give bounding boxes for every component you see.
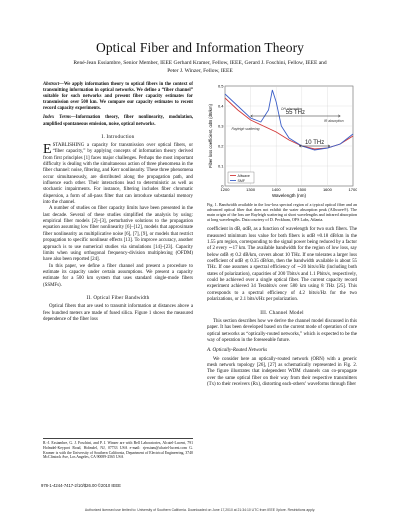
author-line-1: René-Jean Essiambre, Senior Member, IEEE Gerhard Kramer, Fellow, IEEE, Gerard J. Foschini, Fellow, IEEE and: [73, 60, 327, 66]
right-paragraph-1: coefficient in dB, αdB, as a function of wavelength for two such fibers. The measured minimum loss value for both fibers is αdB ≈0.18 dB/km in the 1.55 μm region, corresponding to the signal power being reduced by a factor of 2 every ∼17 km. The available bandwidth for the region of low loss, say below αdB ≲ 0.2 dB/km, covers about 10 THz. If one tolerates a larger loss coefficient of αdB ≲ 0.35 dB/km, then the bandwidth available is about 55 THz. If one assumes a spectral efficiency of ∼20 bits/s/Hz (including both states of polarization), capacities of 200 Tbits/s and 1.1 Pbits/s, respectively, could be achieved over a single optical fiber. The current capacity record experiment achieved 34 Terabits/s over 580 km using 8 THz [25]. This corresponds to a spectral efficiency of 4.2 bits/s/Hz for the two polarizations, or 2.1 bits/s/Hz per polarization.: [207, 227, 357, 303]
y-tick-label: 0.4: [217, 103, 224, 109]
x-tick-label: 1700: [348, 187, 357, 192]
subsection-heading-orn: A. Optically-Routed Networks: [207, 348, 268, 354]
lead-word: STABLISHING: [52, 143, 85, 148]
y-axis-label: Fiber loss coefficient, αdB (dB/km): [208, 104, 213, 168]
section-heading-channel-model: III. Channel Model: [260, 309, 304, 316]
channel-model-paragraph-1: This section describes how we derive the channel model discussed in this paper. It has been developed based on the current mode of operation of core optical networks as “optically-routed networks,” which is expected to be the way of operation in the foreseeable future.: [207, 318, 357, 343]
annotation-label: Rayleigh scattering: [231, 127, 260, 131]
y-tick-label: 0.3: [217, 123, 224, 129]
legend-label: Allwave: [237, 173, 250, 178]
orn-paragraph-1: We consider here an optically-routed network (ORN) with a generic mesh network topology [26], [27] as schematically represented in Fig. 2. The figure illustrates that independent WDM channels can co-propagate over the same optical fiber on their way from their respective transmitters (Tx) to their receivers (Rx), distorting each-others’ waveforms through fiber: [207, 356, 357, 387]
x-tick-label: 1200: [220, 187, 230, 192]
figure-1-caption: Fig. 1. Bandwidth available in the low-loss spectral region of a typical optical fiber and an advanced optical fiber that does not exhibit the water absorption peak (Allwave®). The main origin of the loss are Rayleigh scattering at short wavelengths and infrared absorption at long wavelengths. Data courtesy of D. Peckham, OFS Labs, Atlanta.: [207, 202, 357, 223]
abstract-text: We apply information theory to optical fibers in the context of transmitting information in optical networks. We define a “fiber channel” suitable for such networks and present fiber capacity estimates for transmission over 500 km. We compare our capacity estimates to recent record capacity experiments.: [43, 82, 193, 112]
abstract-label: Abstract—: [43, 82, 64, 87]
annotation-label: IR absorption: [323, 119, 344, 123]
left-column: [43, 82, 193, 323]
y-tick-label: 0.1: [217, 163, 224, 169]
y-tick-label: 0.2: [217, 143, 224, 149]
bandwidth-label: 55 THz: [285, 110, 306, 116]
annotation-label: OH absorption: [280, 107, 303, 111]
author-footnote: R.-J. Essiambre, G. J. Foschini, and P. J. Winzer are with Bell Laboratories, Alcatel-Lucent, 791 Holmdel-Keyport Road, Holmdel, NJ, 07733 USA e-mail: rjessiam@alcatel-lucent.com G. Kramer is with the University of Southern California, Department of Electrical Engineering, 3740 McClintock Ave, Los Angeles, CA 90089-2565 USA: [43, 438, 193, 460]
intro-paragraph-3: In this paper, we define a fiber channel and present a procedure to estimate its capacity under certain assumptions. We present a capacity estimate for a 500 km system that uses standard single-mode fibers (SSMFs).: [43, 263, 193, 288]
x-tick-label: 1300: [246, 187, 256, 192]
license-note: Authorized licensed use limited to: University of Southern California. Downloaded on June 17,2010 at 21:34:10 UTC from IEEE Xplore. Restrictions apply.: [84, 508, 316, 512]
section-heading-introduction: I. Introduction: [101, 133, 135, 140]
index-terms-text: —Information theory, fiber nonlinearity, modulation, amplified spontaneous emission, noise, optical networks.: [43, 115, 193, 127]
x-tick-label: 1500: [297, 187, 307, 192]
isbn-line: 978-1-4244-7417-2/10/$26.00 ©2010 IEEE: [41, 483, 121, 488]
figure-1: [207, 82, 357, 200]
intro-paragraph-1-text: a capacity for transmission over optical fibers, or “fiber capacity,” by applying concepts of information theory derived from first principles [1] faces major challenges. Perhaps the most important difficulty is dealing with the simultaneous action of three phenomena in the fiber channel: noise, filtering, and Kerr nonlinearity. These three phenomena occur simultaneously, are distributed along the propagation path, and influence each other. Their interactions lead to deterministic as well as stochastic impairments. For instance, filtering includes fiber chromatic dispersion, a form of all-pass filter that can introduce substantial memory into the channel.: [43, 143, 193, 206]
x-axis-label: Wavelength (nm): [271, 193, 307, 198]
author-line-2: Peter J. Winzer, Fellow, IEEE: [167, 68, 233, 74]
index-terms: [43, 115, 193, 127]
abstract: [43, 82, 193, 112]
bandwidth-paragraph-1: Optical fibers that are used to transmit information at distances above a few hundred meters are made of fused silica. Figure 1 shows the measured dependence of the fiber loss: [43, 304, 193, 322]
x-tick-label: 1400: [271, 187, 281, 192]
drop-cap: E: [43, 142, 52, 157]
section-heading-bandwidth: II. Optical Fiber Bandwidth: [86, 294, 150, 301]
legend-label: SMF: [237, 178, 246, 183]
paper-title: Optical Fiber and Information Theory: [95, 40, 305, 55]
author-list: [50, 59, 350, 75]
bandwidth-label: 10 THz: [304, 140, 325, 146]
loss-chart: [207, 82, 357, 200]
plot-frame: [225, 86, 353, 186]
x-tick-label: 1600: [322, 187, 332, 192]
intro-paragraph-1: [43, 143, 193, 206]
y-tick-label: 0.5: [217, 83, 224, 89]
right-column: [207, 82, 357, 388]
intro-paragraph-2: A number of studies on fiber capacity limits have been presented in the last decade. Several of these studies simplified the analysis by using: empirical fiber models [2]–[3], perturbative solutions to the propagation equation assuming low fiber nonlinearity [6]–[12], models that approximate fiber nonlinearity as multiplicative noise [6], [7], [9], or models that restrict propagation to specific nonlinear effects [13]. To improve accuracy, another approach is to use numerical studies via simulations [14]–[23]. Capacity limits when using orthogonal frequency-division multiplexing (OFDM) have also been reported [24].: [43, 206, 193, 263]
y-tick-label: 0: [221, 183, 224, 189]
index-terms-label: Index Terms: [43, 115, 71, 121]
